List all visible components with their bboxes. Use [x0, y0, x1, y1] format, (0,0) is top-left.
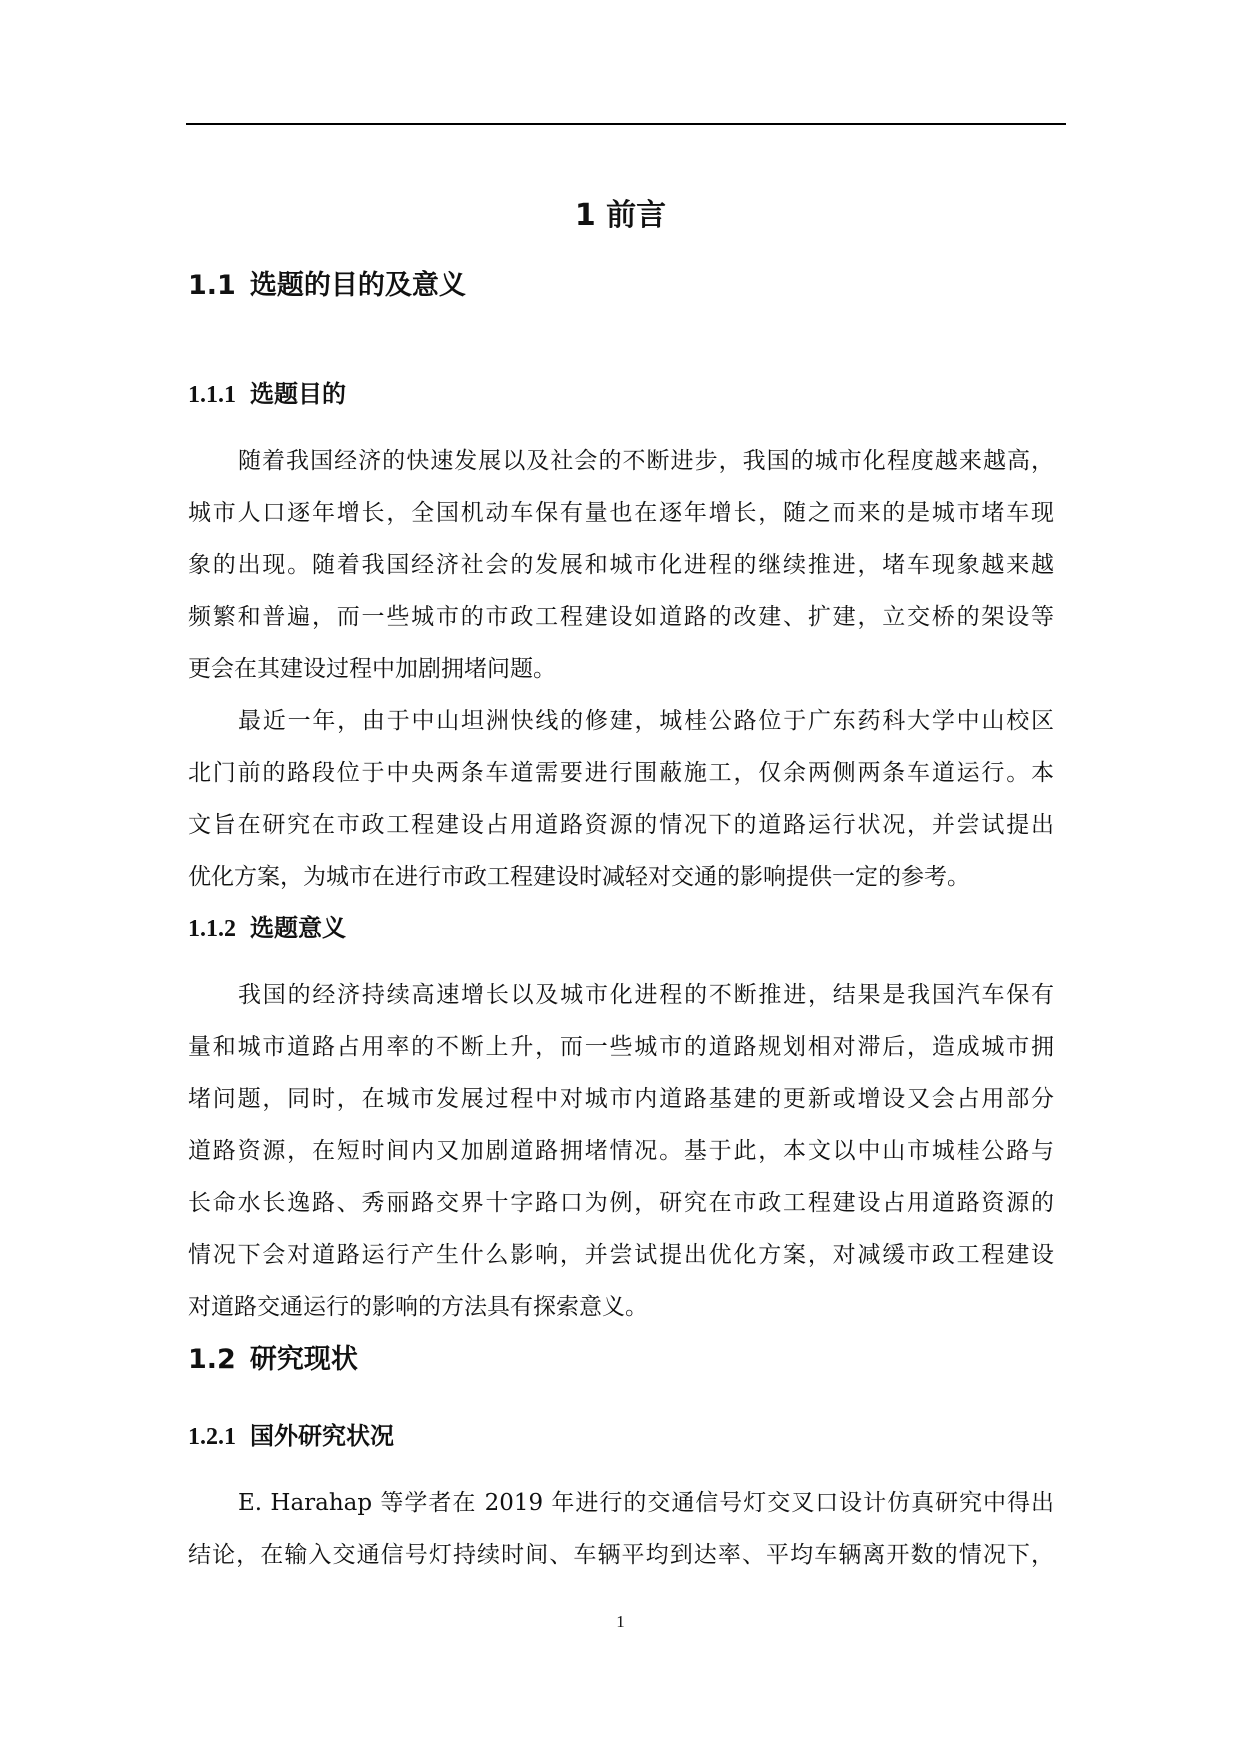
paragraph-line: 随着我国经济的快速发展以及社会的不断进步，我国的城市化程度越来越高，: [238, 448, 1054, 474]
paragraph-line: 城市人口逐年增长，全国机动车保有量也在逐年增长，随之而来的是城市堵车现: [188, 500, 1054, 526]
paragraph-line: 优化方案，为城市在进行市政工程建设时减轻对交通的影响提供一定的参考。: [188, 864, 970, 890]
paragraph-line: 我国的经济持续高速增长以及城市化进程的不断推进，结果是我国汽车保有: [238, 982, 1054, 1008]
paragraph-line: E. Harahap 等学者在 2019 年进行的交通信号灯交叉口设计仿真研究中得出: [238, 1490, 1054, 1516]
subsection-title: 选题目的: [250, 380, 346, 408]
section-heading-1-1: [188, 264, 466, 308]
subsection-heading-1-2-1: [188, 1416, 394, 1457]
paragraph-line: 情况下会对道路运行产生什么影响，并尝试提出优化方案，对减缓市政工程建设: [188, 1242, 1054, 1268]
paragraph-line: 堵问题，同时，在城市发展过程中对城市内道路基建的更新或增设又会占用部分: [188, 1086, 1054, 1112]
paragraph-line: 长命水长逸路、秀丽路交界十字路口为例，研究在市政工程建设占用道路资源的: [188, 1190, 1054, 1216]
page-number: 1: [616, 1612, 625, 1631]
paragraph-line: 更会在其建设过程中加剧拥堵问题。: [188, 656, 556, 682]
section-number: 1.1: [188, 270, 236, 301]
paragraph-line: 象的出现。随着我国经济社会的发展和城市化进程的继续推进，堵车现象越来越: [188, 552, 1054, 578]
paragraph-line: 频繁和普遍，而一些城市的市政工程建设如道路的改建、扩建，立交桥的架设等: [188, 604, 1054, 630]
paragraph-line: 结论，在输入交通信号灯持续时间、车辆平均到达率、平均车辆离开数的情况下，: [188, 1542, 1054, 1568]
paragraph-line: 北门前的路段位于中央两条车道需要进行围蔽施工，仅余两侧两条车道运行。本: [188, 760, 1054, 786]
section-title: 选题的目的及意义: [249, 270, 466, 301]
paragraph-line: 道路资源，在短时间内又加剧道路拥堵情况。基于此，本文以中山市城桂公路与: [188, 1138, 1054, 1164]
subsection-heading-1-1-2: [188, 908, 346, 949]
subsection-number: 1.1.2: [188, 916, 236, 942]
paragraph-line: 量和城市道路占用率的不断上升，而一些城市的道路规划相对滞后，造成城市拥: [188, 1034, 1054, 1060]
paragraph-line: 对道路交通运行的影响的方法具有探索意义。: [188, 1294, 648, 1320]
subsection-title: 选题意义: [250, 914, 346, 942]
section-number: 1.2: [188, 1344, 236, 1375]
section-title: 研究现状: [249, 1344, 358, 1375]
chapter-title: 1 前言: [574, 198, 667, 233]
subsection-heading-1-1-1: [188, 374, 346, 415]
subsection-title: 国外研究状况: [250, 1422, 394, 1450]
paragraph-line: 文旨在研究在市政工程建设占用道路资源的情况下的道路运行状况，并尝试提出: [188, 812, 1054, 838]
subsection-number: 1.1.1: [188, 382, 236, 408]
subsection-number: 1.2.1: [188, 1424, 236, 1450]
header-rule: [186, 123, 1066, 125]
paragraph-line: 最近一年，由于中山坦洲快线的修建，城桂公路位于广东药科大学中山校区: [238, 708, 1054, 734]
section-heading-1-2: [188, 1338, 358, 1382]
